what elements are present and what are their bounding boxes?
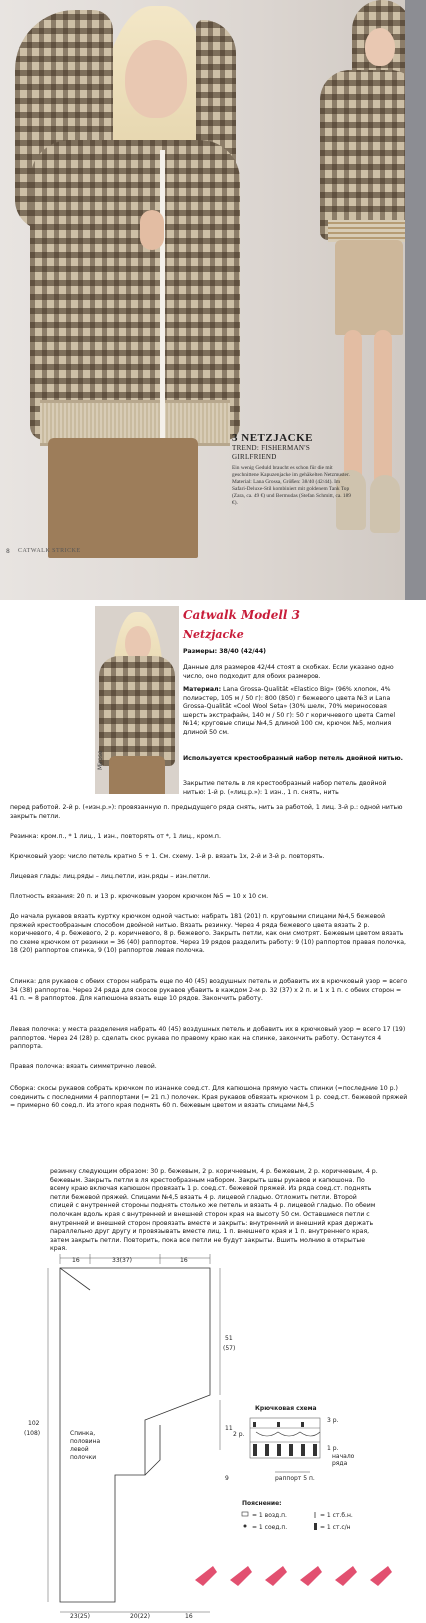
legend-slip: = 1 соед.п. <box>252 1524 288 1531</box>
caption-trend: TREND: FISHERMAN'S GIRLFRIEND <box>232 444 311 461</box>
runway-face <box>365 28 395 66</box>
intro-text: Данные для размеров 42/44 стоят в скобках. Если указано одно число, оно подходит для обоих размеров. <box>183 664 394 680</box>
scheme-title: Крючковая схема <box>255 1405 317 1412</box>
legend-chain: = 1 возд.п. <box>252 1512 287 1519</box>
dim-bottom-mid: 20(22) <box>130 1613 150 1620</box>
model-title: Catwalk Modell 3 <box>183 608 300 622</box>
thumbnail-label: Mirose <box>97 750 104 770</box>
runway-skirt <box>335 240 403 335</box>
piece-label-3: левой <box>70 1446 89 1453</box>
dim-102b: (108) <box>24 1430 41 1437</box>
legend-sc: = 1 ст.б.н. <box>320 1512 353 1519</box>
start-text: До начала рукавов вязать куртку крючком одной частью: набрать 181 (201) п. круговыми спицами №4,5 бежевой пряжей крестообразным способом двойной нитью. Вязать резинку. Через 4 ряда бежевого цвета вязать 2 р. коричневого, 4 р. бежевого, 2 р. коричневого, 8 р. бежевого. Закрыть петли, как они смотрят. Бежевым цветом вязать по схеме крючком от резинки = 36 (40) раппортов. Через 19 рядов разделить работу: 9 (10) раппортов правая полочка, 18 (20) раппортов спинка, 9 (10) раппортов левая полочка. <box>10 913 406 955</box>
model-shorts <box>48 438 198 558</box>
jacket-body <box>30 140 240 440</box>
dim-9: 9 <box>225 1475 229 1482</box>
material-text: Материал: Lana Grossa-Qualität «Elastico Big» (96% хлопок, 4% полиэстер, 105 м / 50 г): 800 (850) г бежевого цвета №3 и Lana Grossa-Qualität «Cool Wool Seta» (30% шелк, 70% мериносовая шерсть экстрафайн, 140 м / 50 г): 50 г коричневого цвета Camel №14; круговые спицы №4,5 длиной 100 см, крючок №5, молния длиной 50 см. <box>183 686 396 736</box>
magazine-photo <box>0 0 426 600</box>
caption-title: 3 NETZJACKE <box>232 432 313 444</box>
scheme-row-3: 3 р. <box>327 1417 339 1424</box>
piece-label-4: полочки <box>70 1454 97 1461</box>
model-thumbnail <box>95 606 179 794</box>
scheme-start: начало <box>332 1453 355 1460</box>
model-subtitle: Netzjacke <box>183 628 244 641</box>
page2-text: резинку следующим образом: 30 р. бежевым, 2 р. коричневым, 4 р. бежевым, 2 р. коричневым, 4 р. бежевым. Закрыть петли в ля крестообразным набором. Закрыть швы рукавов и капюшона. По всему краю включая капюшон провязать 1 р. соед.ст. бежевой пряжей. Из ряда соед.ст. поднять петли бежевой пряжей. Спицами №4,5 вязать 4 р. лицевой гладью. Отложить петли. Второй спицей с внутренней стороны поднять столько же петель и вязать 4 р. лицевой гладью. По обеим полочкам вдоль края с внутренней и внешней сторон края на высоту 50 см. Оставшиеся петли с внутренней и внешней сторон провязать вместе и закрыть: внутренний и внешний края держать параллельно друг другу и провязывать вместе лиц. 1 п. внешнего края и 1 п. внутреннего края, затем закрыть петли. Повторить, пока все петли не будут закрыты. Вшить молнию в открытые края. <box>50 1168 378 1253</box>
photo-caption <box>232 432 352 507</box>
back-text: Спинка: для рукавов с обеих сторон набрать еще по 40 (45) воздушных петель и добавить их в крючковый узор = всего 34 (38) раппортов. Через 24 ряда для скосов рукавов убавить в каждом 2-м р. 32 (37) х 2 п. и 1 х 1 п. с обеих сторон = 41 п. = 8 раппортов. Для капюшона вязать еще 10 рядов. Закончить работу. <box>10 978 408 1003</box>
scheme-row-1: 1 р. <box>327 1445 339 1452</box>
cast-on-text: Используется крестообразный набор петель двойной нитью. <box>183 755 403 762</box>
stockinette-text: Лицевая гладь: лиц.ряды – лиц.петли, изн.ряды – изн.петли. <box>10 873 211 880</box>
dim-102: 102 <box>28 1420 40 1427</box>
legend-dc: = 1 ст.с/н <box>320 1524 351 1531</box>
page-number: 8 <box>6 548 10 555</box>
page-footer: CATWALK STRICKE <box>18 548 81 554</box>
left-front-text: Левая полочка: у места разделения набрать 40 (45) воздушных петель и добавить их в крючковый узор = всего 17 (19) раппортов. Через 24 (28) р. сделать скос рукава по правому краю как на спинке, закончить работу. Останутся 4 раппорта. <box>10 1026 406 1051</box>
dim-top-right: 16 <box>180 1257 188 1264</box>
pattern-diagram <box>20 1250 420 1620</box>
crochet-pattern-text: Крючковый узор: число петель кратно 5 + 1. См. схему. 1-й р. вязать 1х, 2-й и 3-й р. повторять. <box>10 853 325 860</box>
sizes: Размеры: 38/40 (42/44) <box>183 648 266 655</box>
jacket-zipper <box>160 150 165 440</box>
scheme-rapport: раппорт 5 п. <box>275 1475 315 1482</box>
right-front-text: Правая полочка: вязать симметрично левой. <box>10 1063 157 1070</box>
density-text: Плотность вязания: 20 п. и 13 р. крючковым узором крючком №5 = 10 х 10 см. <box>10 893 269 900</box>
closing-text: Закрытие петель в ля крестообразный набор петель двойной нитью: 1-й р. («лиц.р.»): 1 изн., 1 п. снять, нить <box>183 780 387 796</box>
dim-51: 51 <box>225 1335 233 1342</box>
page-edge <box>405 0 426 600</box>
closing-continued: перед работой. 2-й р. («изн.р.»): провязанную п. предыдущего ряда снять, нить за работой, 1 лиц. 3-й р.: одной нитью закрыть петли. <box>10 804 403 820</box>
legend-title: Пояснение: <box>242 1500 282 1507</box>
runway-shoe-right <box>370 475 400 533</box>
scheme-rows: ряда <box>332 1460 348 1467</box>
runway-ribbing <box>328 220 410 242</box>
scheme-row-2: 2 р. <box>233 1431 245 1438</box>
pin-arrow-icons <box>195 1566 392 1586</box>
caption-body: Ein wenig Geduld braucht es schon für die mit geschnittene Kapuzenjacke im gehäkelten Netzmuster. Material: Lana Grossa, Größen: 38/40 (42/44). Im Safari-Deluxe-Stil kombiniert mit goldenem Tank Top (Zara, ca. 49 €) und Bermudas (Stefan Schmitt, ca. 189 €). <box>232 465 352 506</box>
piece-label-2: половина <box>70 1438 101 1445</box>
dim-11: 11 <box>225 1425 233 1432</box>
dim-top-left: 16 <box>72 1257 80 1264</box>
dim-bottom-right: 16 <box>185 1613 193 1620</box>
dim-bottom-left: 23(25) <box>70 1613 90 1620</box>
model-face <box>125 40 187 118</box>
dim-51b: (57) <box>223 1345 236 1352</box>
model-heading <box>183 608 300 641</box>
model-hand <box>140 210 164 250</box>
assembly-text: Сборка: скосы рукавов собрать крючком по изнанке соед.ст. Для капюшона прямую часть спинки (=последние 10 р.) соединить с последними 4 раппортами (= 21 п.) полочек. Края рукавов обвязать крючком 1 р. соед.ст. бежевой пряжей = примерно 60 соед.п. Из этого края поднять 60 п. бежевым цветом и вязать спицами №4,5 <box>10 1085 408 1110</box>
piece-label-1: Спинка, <box>70 1430 96 1437</box>
scheme-grid <box>250 1418 320 1458</box>
dim-top-mid: 33(37) <box>112 1257 132 1264</box>
rib-text: Резинка: кром.п., * 1 лиц., 1 изн., повторять от *, 1 лиц., кром.п. <box>10 833 221 840</box>
